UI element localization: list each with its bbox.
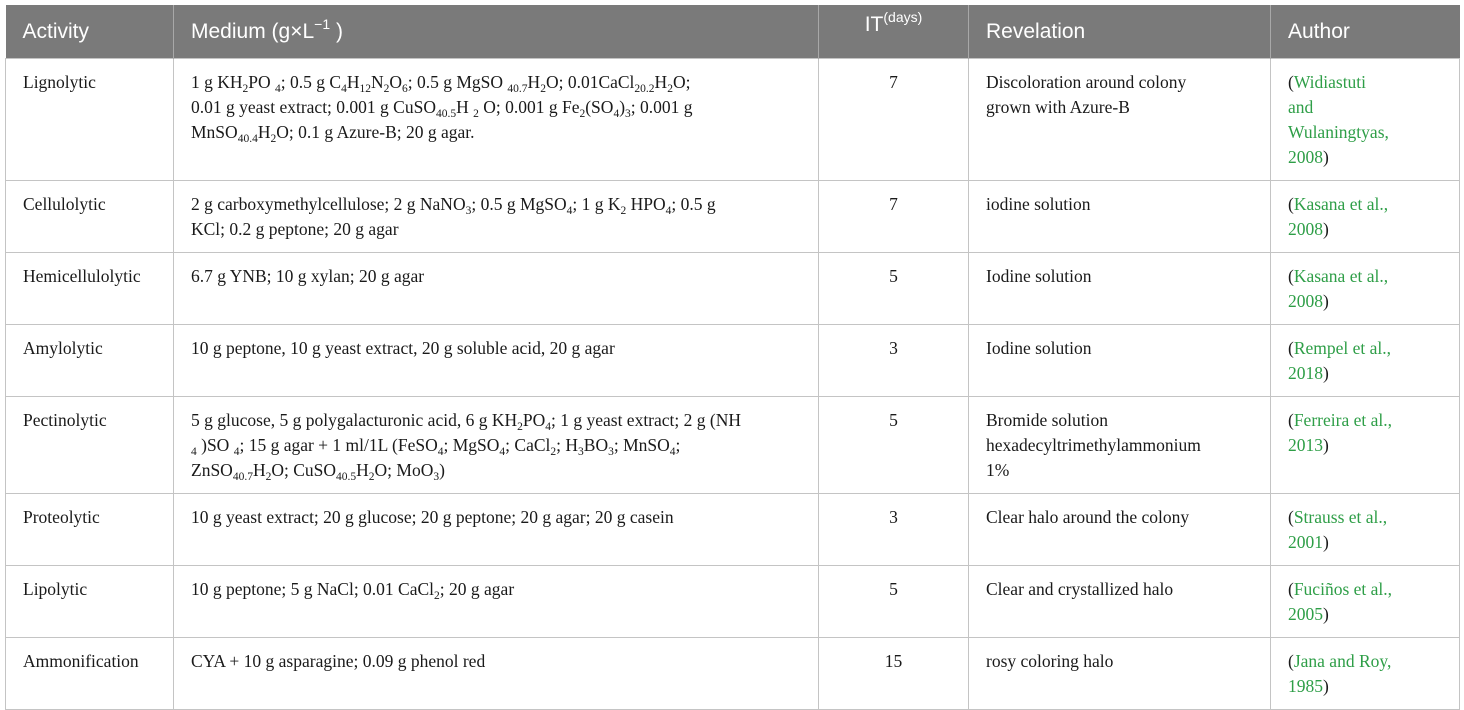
medium-text: O; [672, 72, 691, 92]
author-line [1288, 289, 1455, 314]
cell-it: 5 [819, 253, 969, 325]
revelation-line: rosy coloring halo [986, 651, 1114, 671]
author-link: 2008 [1288, 147, 1323, 167]
close-paren: ) [1323, 291, 1329, 311]
author-line [1288, 530, 1455, 555]
cell-author [1271, 325, 1460, 397]
cell-revelation [969, 397, 1271, 494]
medium-text: O; 0.1 g Azure-B; 20 g agar. [276, 122, 475, 142]
medium-line [191, 217, 808, 242]
cell-revelation [969, 638, 1271, 710]
formula-subscript: 2 [620, 205, 627, 217]
cell-author [1271, 181, 1460, 253]
author-link: 2018 [1288, 363, 1323, 383]
medium-line [191, 120, 808, 145]
medium-text: ; 15 g agar + 1 ml/1L (FeSO [239, 435, 438, 455]
medium-text: (SO [585, 97, 614, 117]
cell-activity: Pectinolytic [6, 397, 174, 494]
formula-subscript: 3 [608, 446, 614, 458]
medium-line [191, 408, 808, 433]
formula-subscript: 20.2 [634, 83, 655, 95]
author-line [1288, 505, 1455, 530]
medium-text: O; 0.01CaCl [545, 72, 635, 92]
revelation-line: Bromide solution [986, 410, 1109, 430]
cell-author [1271, 638, 1460, 710]
revelation-line: iodine solution [986, 194, 1091, 214]
medium-text: 10 g peptone, 10 g yeast extract, 20 g soluble acid, 20 g agar [191, 338, 615, 358]
cell-it: 15 [819, 638, 969, 710]
medium-text: HPO [626, 194, 666, 214]
formula-subscript: 3 [433, 471, 440, 483]
medium-text: O; CuSO [271, 460, 336, 480]
header-row [6, 5, 1460, 59]
author-link: 2008 [1288, 219, 1323, 239]
revelation-line: 1% [986, 460, 1010, 480]
author-link: Ferreira et al., [1293, 410, 1392, 430]
open-paren: ( [1288, 579, 1294, 599]
open-paren: ( [1288, 651, 1294, 671]
author-link: Kasana et al., [1293, 266, 1389, 286]
medium-text: H [252, 460, 266, 480]
formula-subscript: 2 [667, 83, 673, 95]
formula-subscript: 4 [665, 205, 672, 217]
formula-subscript: 4 [275, 83, 281, 95]
revelation-line: hexadecyltrimethylammonium [986, 435, 1201, 455]
author-link: Widiastuti [1293, 72, 1367, 92]
table-row [6, 566, 1460, 638]
open-paren: ( [1288, 194, 1294, 214]
cell-activity: Ammonification [6, 638, 174, 710]
cell-medium [174, 566, 819, 638]
medium-line [191, 505, 808, 530]
header-it-sup: (days) [883, 9, 923, 25]
cell-revelation [969, 181, 1271, 253]
cell-author [1271, 59, 1460, 181]
cell-revelation [969, 59, 1271, 181]
cell-it: 7 [819, 181, 969, 253]
medium-text: PO [522, 410, 546, 430]
cell-it: 7 [819, 59, 969, 181]
formula-subscript: 2 [550, 446, 557, 458]
medium-text: ; MnSO [613, 435, 670, 455]
medium-text: O; MoO [374, 460, 434, 480]
author-link: 2001 [1288, 532, 1323, 552]
cell-revelation [969, 325, 1271, 397]
author-link: 2013 [1288, 435, 1323, 455]
table-container [5, 5, 1459, 710]
author-line [1288, 217, 1455, 242]
close-paren: ) [1323, 604, 1329, 624]
formula-subscript: 4 [566, 205, 573, 217]
cell-medium [174, 181, 819, 253]
formula-subscript: 2 [270, 133, 277, 145]
header-medium-text: Medium (g×L [191, 19, 315, 43]
cell-revelation [969, 253, 1271, 325]
medium-text: 5 g glucose, 5 g polygalacturonic acid, 6 g KH [191, 410, 518, 430]
author-line [1288, 577, 1455, 602]
medium-text: ; CaCl [505, 435, 551, 455]
medium-line [191, 433, 808, 458]
formula-subscript: 3 [578, 446, 584, 458]
formula-subscript: 4 [437, 446, 444, 458]
cell-medium [174, 397, 819, 494]
medium-text: H [527, 72, 541, 92]
table-row [6, 494, 1460, 566]
revelation-line: Clear and crystallized halo [986, 579, 1174, 599]
close-paren: ) [1323, 532, 1329, 552]
cell-activity: Cellulolytic [6, 181, 174, 253]
open-paren: ( [1288, 410, 1294, 430]
author-link: Wulaningtyas, [1288, 122, 1389, 142]
cell-author [1271, 397, 1460, 494]
medium-text: 1 g KH [191, 72, 243, 92]
formula-subscript: 2 [265, 471, 272, 483]
open-paren: ( [1288, 72, 1294, 92]
medium-text: H [356, 460, 369, 480]
medium-line [191, 95, 808, 120]
medium-text: N [370, 72, 384, 92]
cell-medium [174, 325, 819, 397]
formula-subscript: 40.5 [336, 471, 357, 483]
header-medium-close: ) [330, 19, 343, 43]
formula-subscript: 40.4 [237, 133, 258, 145]
formula-subscript: 4 [341, 83, 347, 95]
author-line [1288, 264, 1455, 289]
table-row [6, 397, 1460, 494]
cell-author [1271, 253, 1460, 325]
author-line [1288, 336, 1455, 361]
author-line [1288, 408, 1455, 433]
cell-revelation [969, 566, 1271, 638]
medium-text: ; 0.5 g C [280, 72, 342, 92]
cell-activity: Lipolytic [6, 566, 174, 638]
author-line [1288, 361, 1455, 386]
medium-text: O [389, 72, 402, 92]
close-paren: ) [1323, 676, 1329, 696]
open-paren: ( [1288, 507, 1294, 527]
table-row [6, 253, 1460, 325]
medium-text: 6.7 g YNB; 10 g xylan; 20 g agar [191, 266, 425, 286]
medium-text: BO [583, 435, 609, 455]
header-medium [174, 5, 819, 59]
author-link: 2005 [1288, 604, 1323, 624]
revelation-line: grown with Azure-B [986, 97, 1130, 117]
formula-subscript: 12 [359, 83, 371, 95]
formula-subscript: 4 [613, 108, 620, 120]
author-link: and [1288, 97, 1314, 117]
close-paren: ) [1323, 435, 1329, 455]
formula-subscript: 3 [625, 108, 631, 120]
medium-line [191, 649, 808, 674]
author-link: Kasana et al., [1293, 194, 1389, 214]
author-line [1288, 649, 1455, 674]
medium-text: H [456, 97, 474, 117]
author-line [1288, 433, 1455, 458]
medium-text: ; 0.5 g MgSO [407, 72, 508, 92]
table-row [6, 59, 1460, 181]
medium-text: ; [675, 435, 681, 455]
medium-text: O; 0.001 g Fe [478, 97, 580, 117]
medium-text: 10 g peptone; 5 g NaCl; 0.01 CaCl [191, 579, 435, 599]
medium-text: KCl; 0.2 g peptone; 20 g agar [191, 219, 399, 239]
medium-line [191, 264, 808, 289]
cell-author [1271, 566, 1460, 638]
cell-activity: Lignolytic [6, 59, 174, 181]
medium-text: PO [248, 72, 276, 92]
medium-text: ; 20 g agar [439, 579, 515, 599]
medium-text: ; 0.001 g [630, 97, 693, 117]
formula-subscript: 4 [499, 446, 506, 458]
formula-subscript: 40.7 [507, 83, 528, 95]
formula-subscript: 2 [540, 83, 546, 95]
cell-medium [174, 253, 819, 325]
medium-line [191, 70, 808, 95]
cell-activity: Proteolytic [6, 494, 174, 566]
author-link: Rempel et al., [1293, 338, 1392, 358]
author-line [1288, 602, 1455, 627]
header-activity: Activity [6, 5, 174, 59]
author-link: 1985 [1288, 676, 1323, 696]
formula-subscript: 40.7 [232, 471, 253, 483]
formula-subscript: 2 [579, 108, 586, 120]
formula-subscript: 2 [242, 83, 249, 95]
header-it-text: IT [864, 13, 884, 36]
medium-text: MnSO [191, 122, 238, 142]
cell-medium [174, 638, 819, 710]
media-table [5, 5, 1460, 710]
formula-subscript: 4 [191, 446, 197, 458]
medium-line [191, 192, 808, 217]
author-link: 2008 [1288, 291, 1323, 311]
medium-text: ) [439, 460, 445, 480]
cell-it: 5 [819, 566, 969, 638]
close-paren: ) [1323, 147, 1329, 167]
open-paren: ( [1288, 338, 1294, 358]
medium-text: 0.01 g yeast extract; 0.001 g CuSO [191, 97, 436, 117]
medium-text: CYA + 10 g asparagine; 0.09 g phenol red [191, 651, 486, 671]
medium-text: ZnSO [191, 460, 233, 480]
medium-text: ; 1 g K [572, 194, 621, 214]
formula-subscript: 2 [517, 421, 523, 433]
close-paren: ) [1323, 363, 1329, 383]
open-paren: ( [1288, 266, 1294, 286]
cell-activity: Hemicellulolytic [6, 253, 174, 325]
cell-it: 5 [819, 397, 969, 494]
medium-text: ; 0.5 g MgSO [471, 194, 567, 214]
medium-text: ; MgSO [443, 435, 500, 455]
table-row [6, 638, 1460, 710]
revelation-line: Discoloration around colony [986, 72, 1187, 92]
author-line [1288, 70, 1455, 95]
table-row [6, 181, 1460, 253]
medium-line [191, 577, 808, 602]
medium-text: H [346, 72, 360, 92]
medium-text: H [257, 122, 271, 142]
medium-text: ) [619, 97, 626, 117]
medium-text: 10 g yeast extract; 20 g glucose; 20 g peptone; 20 g agar; 20 g casein [191, 507, 674, 527]
header-medium-sup: −1 [314, 15, 331, 32]
author-link: Fuciños et al., [1293, 579, 1393, 599]
header-revelation: Revelation [969, 5, 1271, 59]
cell-it: 3 [819, 494, 969, 566]
formula-subscript: 2 [383, 83, 390, 95]
header-it [819, 5, 969, 59]
author-line [1288, 192, 1455, 217]
formula-subscript: 3 [465, 205, 472, 217]
author-link: Strauss et al., [1293, 507, 1388, 527]
formula-subscript: 6 [402, 83, 408, 95]
formula-subscript: 2 [368, 471, 375, 483]
table-row [6, 325, 1460, 397]
formula-subscript: 40.5 [435, 108, 457, 120]
formula-subscript: 4 [669, 446, 676, 458]
formula-subscript: 2 [473, 108, 479, 120]
table-body [6, 59, 1460, 710]
cell-it: 3 [819, 325, 969, 397]
cell-medium [174, 59, 819, 181]
formula-subscript: 2 [434, 590, 440, 602]
cell-revelation [969, 494, 1271, 566]
author-line [1288, 145, 1455, 170]
medium-line [191, 336, 808, 361]
formula-subscript: 4 [233, 446, 240, 458]
medium-text: )SO [196, 435, 234, 455]
author-line [1288, 674, 1455, 699]
medium-text: ; 1 g yeast extract; 2 g (NH [550, 410, 741, 430]
author-link: Jana and Roy, [1293, 651, 1392, 671]
cell-author [1271, 494, 1460, 566]
author-line [1288, 95, 1455, 120]
author-line [1288, 120, 1455, 145]
medium-line [191, 458, 808, 483]
revelation-line: Clear halo around the colony [986, 507, 1190, 527]
medium-text: ; H [556, 435, 579, 455]
formula-subscript: 4 [545, 421, 551, 433]
medium-text: 2 g carboxymethylcellulose; 2 g NaNO [191, 194, 466, 214]
medium-text: ; 0.5 g [671, 194, 716, 214]
revelation-line: Iodine solution [986, 266, 1092, 286]
cell-activity: Amylolytic [6, 325, 174, 397]
revelation-line: Iodine solution [986, 338, 1092, 358]
header-author: Author [1271, 5, 1460, 59]
cell-medium [174, 494, 819, 566]
medium-text: H [654, 72, 668, 92]
close-paren: ) [1323, 219, 1329, 239]
